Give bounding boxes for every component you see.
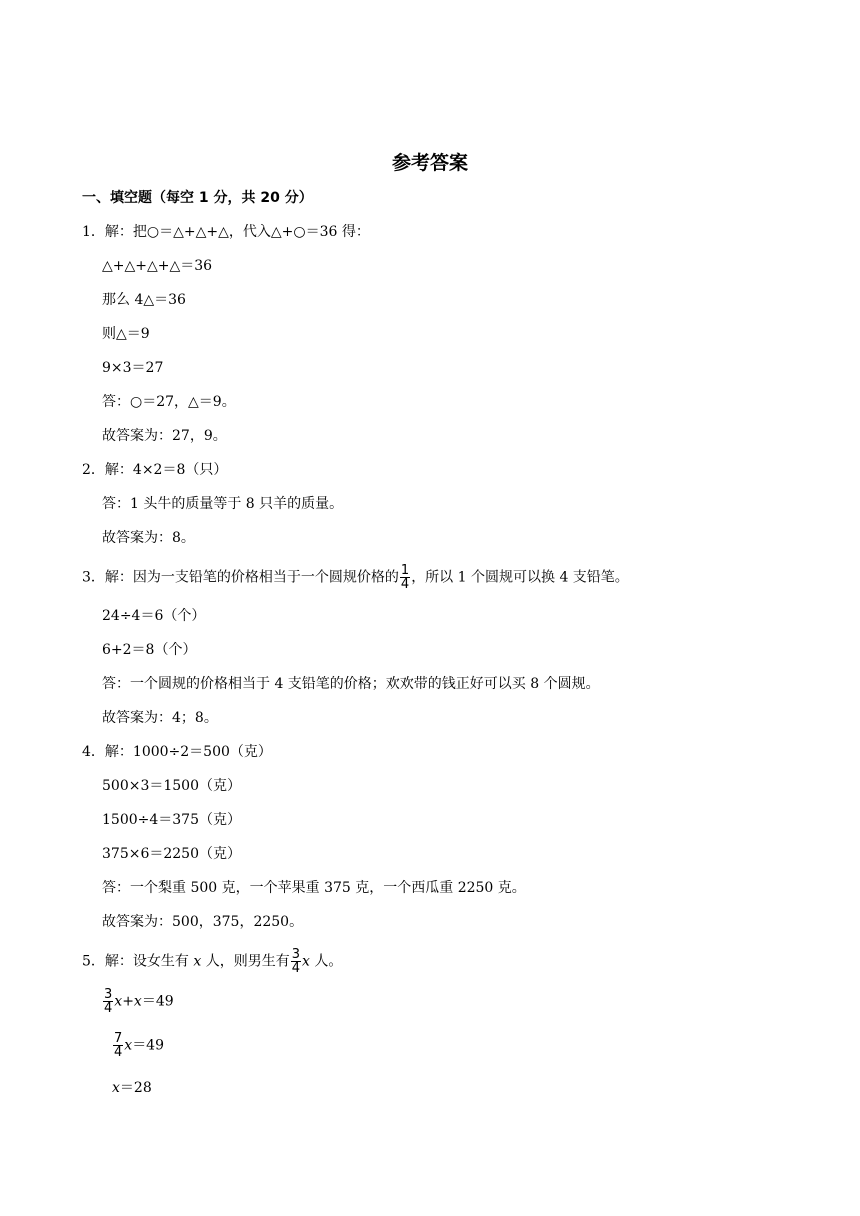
variable-x: x — [302, 953, 310, 970]
q3-final: 故答案为：4；8。 — [102, 710, 218, 726]
q5-equation-3 — [112, 1078, 152, 1098]
q3-line-1-text-a: 3．解：因为一支铅笔的价格相当于一个圆规价格的 — [82, 569, 399, 586]
q3-answer: 答：一个圆规的价格相当于 4 支铅笔的价格；欢欢带的钱正好可以买 8 个圆规。 — [102, 676, 600, 692]
q5-line-1 — [82, 948, 342, 975]
q1-final: 故答案为：27，9。 — [102, 428, 227, 444]
q5-line-1-text-a: 5．解：设女生有 — [82, 953, 194, 970]
q1-line-4: 则△＝9 — [102, 326, 150, 342]
q2-line-1: 2．解：4×2＝8（只） — [82, 462, 228, 478]
fraction-denominator: 4 — [104, 1001, 113, 1016]
fraction-numerator: 7 — [114, 1031, 123, 1046]
variable-x: x — [193, 953, 202, 970]
variable-x: x — [112, 1080, 120, 1096]
fraction-denominator: 4 — [291, 961, 300, 976]
q5-equation-2 — [112, 1032, 164, 1059]
q3-line-2: 24÷4＝6（个） — [102, 608, 206, 624]
section-heading: 一、填空题（每空 1 分，共 20 分） — [82, 190, 313, 206]
q4-line-3: 1500÷4＝375（克） — [102, 812, 241, 828]
q1-line-1: 1．解：把○＝△+△+△，代入△+○＝36 得： — [82, 224, 370, 240]
equation-rhs: ＝49 — [141, 993, 174, 1010]
q3-line-1-text-b: ，所以 1 个圆规可以换 4 支铅笔。 — [411, 569, 629, 586]
fraction-numerator: 1 — [400, 563, 410, 578]
variable-x: x — [124, 1037, 133, 1054]
fraction-denominator: 4 — [114, 1045, 123, 1060]
q2-final: 故答案为：8。 — [102, 530, 195, 546]
page-title: 参考答案 — [391, 152, 468, 174]
q4-line-1: 4．解：1000÷2＝500（克） — [82, 744, 272, 760]
q1-line-3: 那么 4△＝36 — [102, 292, 186, 308]
q3-line-1 — [82, 564, 629, 591]
q4-answer: 答：一个梨重 500 克，一个苹果重 375 克，一个西瓜重 2250 克。 — [102, 880, 526, 896]
variable-x: x — [114, 993, 123, 1010]
q2-answer: 答：1 头牛的质量等于 8 只羊的质量。 — [102, 496, 344, 512]
q4-line-2: 500×3＝1500（克） — [102, 778, 241, 794]
q3-line-3: 6+2＝8（个） — [102, 642, 197, 658]
fraction — [103, 988, 113, 1015]
fraction — [113, 1032, 123, 1059]
fraction-numerator: 3 — [291, 947, 300, 962]
q4-line-4: 375×6＝2250（克） — [102, 846, 241, 862]
fraction-numerator: 3 — [104, 987, 113, 1002]
q5-line-1-text-b: 人，则男生有 — [201, 953, 290, 970]
plus-sign: + — [122, 993, 134, 1010]
fraction — [400, 564, 410, 591]
q4-final: 故答案为：500，375，2250。 — [102, 914, 304, 930]
fraction — [291, 948, 301, 975]
equation-rhs: ＝28 — [119, 1080, 152, 1096]
q1-line-2: △+△+△+△＝36 — [102, 258, 213, 274]
equation-rhs: ＝49 — [132, 1037, 165, 1054]
variable-x: x — [133, 993, 142, 1010]
q1-line-5: 9×3＝27 — [102, 360, 164, 376]
q1-answer: 答：○＝27，△＝9。 — [102, 394, 236, 410]
q5-equation-1 — [102, 988, 174, 1015]
q5-line-1-text-c: 人。 — [309, 953, 343, 970]
fraction-denominator: 4 — [400, 577, 410, 592]
